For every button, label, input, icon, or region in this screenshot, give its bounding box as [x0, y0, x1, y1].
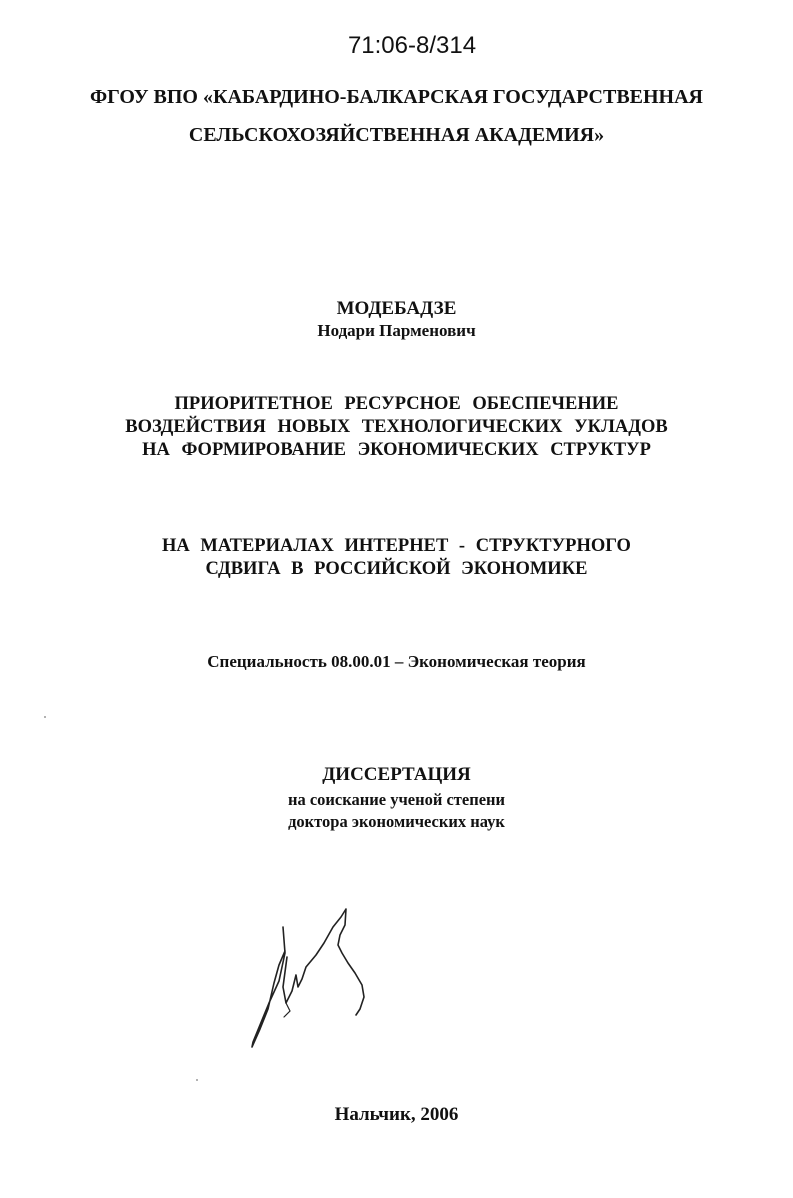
specialty-line: Специальность 08.00.01 – Экономическая теория	[207, 652, 586, 671]
scan-speck	[196, 1079, 198, 1081]
dissertation-title-line-3: НА ФОРМИРОВАНИЕ ЭКОНОМИЧЕСКИХ СТРУКТУР	[142, 440, 651, 460]
institution-line-2: СЕЛЬСКОХОЗЯЙСТВЕННАЯ АКАДЕМИЯ»	[188, 124, 605, 146]
thesis-heading: ДИССЕРТАЦИЯ	[322, 764, 471, 785]
author-given-names: Нодари Парменович	[317, 321, 476, 340]
dissertation-subtitle-line-2: СДВИГА В РОССИЙСКОЙ ЭКОНОМИКЕ	[205, 559, 588, 579]
scan-speck	[44, 716, 46, 718]
dissertation-title-line-1: ПРИОРИТЕТНОЕ РЕСУРСНОЕ ОБЕСПЕЧЕНИЕ	[174, 394, 619, 414]
dissertation-title-line-2: ВОЗДЕЙСТВИЯ НОВЫХ ТЕХНОЛОГИЧЕСКИХ УКЛАДОВ	[125, 417, 668, 437]
author-surname: МОДЕБАДЗЕ	[336, 298, 457, 319]
archive-stamp-number: 71:06-8/314	[347, 32, 477, 59]
degree-line-2: доктора экономических наук	[288, 812, 505, 831]
handwritten-signature	[238, 905, 388, 1055]
dissertation-subtitle-line-1: НА МАТЕРИАЛАХ ИНТЕРНЕТ - СТРУКТУРНОГО	[162, 536, 631, 556]
place-and-year: Нальчик, 2006	[334, 1104, 459, 1125]
institution-line-1: ФГОУ ВПО «КАБАРДИНО-БАЛКАРСКАЯ ГОСУДАРСТВЕННАЯ	[89, 86, 704, 108]
degree-line-1: на соискание ученой степени	[287, 790, 506, 809]
